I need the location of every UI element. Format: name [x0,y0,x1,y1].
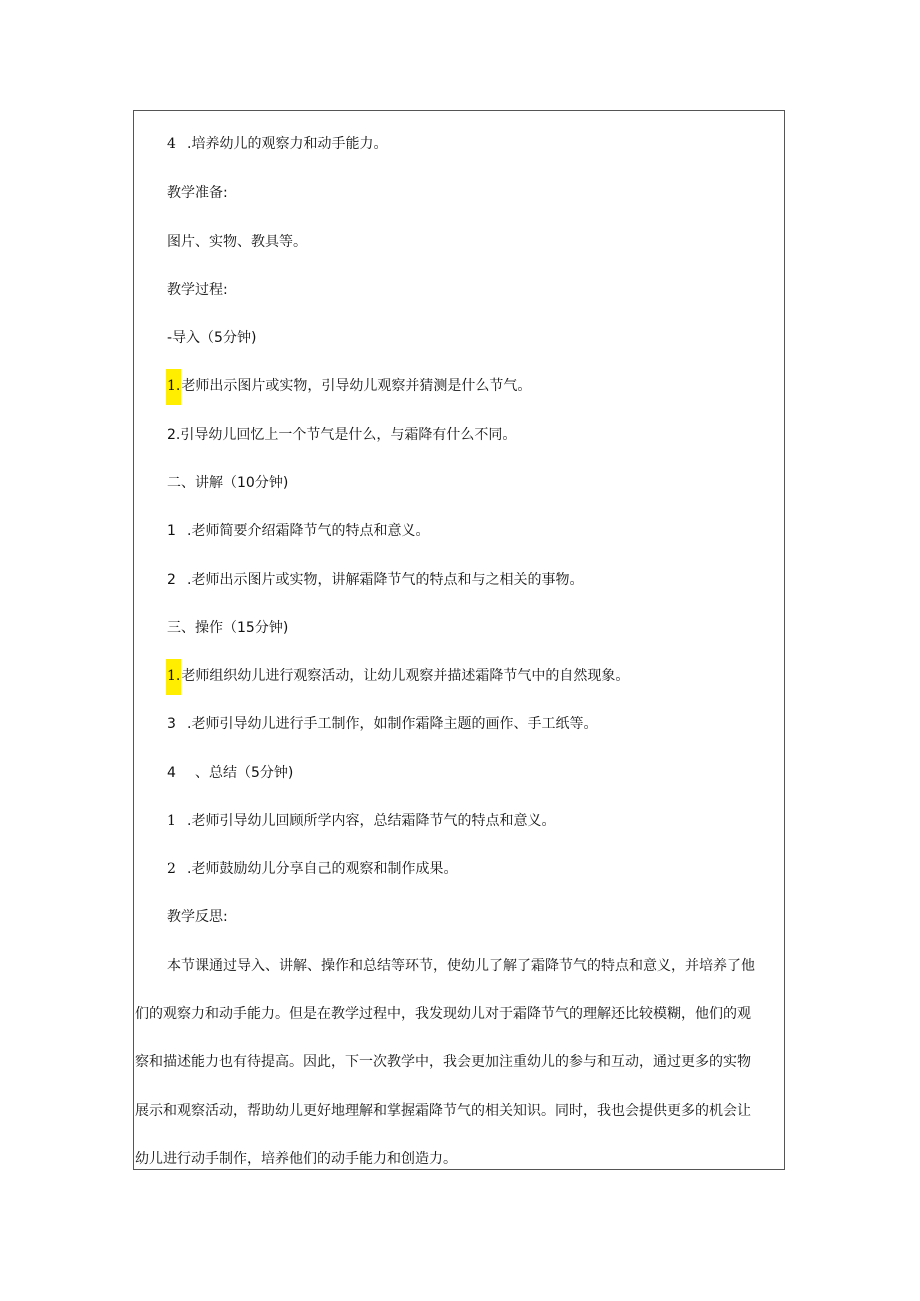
reflection-line-5: 幼儿进行动手制作，培养他们的动手能力和创造力。 [135,1151,457,1167]
item-text: 老师组织幼儿进行观察活动，让幼儿观察并描述霜降节气中的自然现象。 [181,668,630,684]
item-text: .老师出示图片或实物，讲解霜降节气的特点和与之相关的事物。 [187,572,584,588]
item-text: 老师出示图片或实物，引导幼儿观察并猜测是什么节气。 [181,378,532,394]
reflection-line-4: 展示和观察活动，帮助幼儿更好地理解和掌握霜降节气的相关知识。同时，我也会提供更多的机会让 [135,1103,751,1119]
process-heading: 教学过程: [167,282,228,298]
highlighted-number: 1. [166,659,181,695]
item-number: 3 [167,716,176,732]
item-number: 1 [167,813,176,829]
item-number: 4 [167,136,176,152]
item-number: 1 [167,523,176,539]
reflection-line-2: 们的观察力和动手能力。但是在教学过程中，我发现幼儿对于霜降节气的理解还比较模糊，他们的观 [135,1006,751,1022]
explain-item-2 [167,570,583,590]
reflection-line-3: 察和描述能力也有待提高。因此，下一次教学中，我会更加注重幼儿的参与和互动，通过更多的实物 [135,1054,751,1070]
explain-item-1 [167,521,429,541]
reflection-line-1: 本节课通过导入、讲解、操作和总结等环节，使幼儿了解了霜降节气的特点和意义，并培养了他 [167,958,755,974]
highlighted-number: 1. [166,369,181,405]
prep-heading: 教学准备: [167,185,228,201]
section-intro-heading: -导入（5分钟) [167,330,257,346]
item-number: 4 [167,765,176,781]
item-text: .培养幼儿的观察力和动手能力。 [187,136,388,152]
operate-item-1 [167,666,629,686]
goal-item-4 [167,134,387,154]
section-explain-heading: 二、讲解（10分钟) [167,475,289,491]
item-number: 2 [167,572,176,588]
section-operate-heading: 三、操作（15分钟) [167,620,289,636]
item-text: .老师引导幼儿进行手工制作，如制作霜降主题的画作、手工纸等。 [187,716,598,732]
intro-item-1 [167,376,531,396]
reflection-heading: 教学反思: [167,909,228,925]
item-text: 、总结（5分钟) [195,765,294,781]
section-summary-heading [167,763,293,783]
prep-items: 图片、实物、教具等。 [167,234,307,250]
item-text: .老师鼓励幼儿分享自己的观察和制作成果。 [187,861,458,877]
summary-item-2 [167,859,457,879]
intro-item-2: 2.引导幼儿回忆上一个节气是什么，与霜降有什么不同。 [167,427,517,443]
item-text: .老师简要介绍霜降节气的特点和意义。 [187,523,430,539]
item-text: .老师引导幼儿回顾所学内容，总结霜降节气的特点和意义。 [187,813,556,829]
item-number: 2 [167,861,176,877]
summary-item-1 [167,811,555,831]
operate-item-2 [167,714,597,734]
